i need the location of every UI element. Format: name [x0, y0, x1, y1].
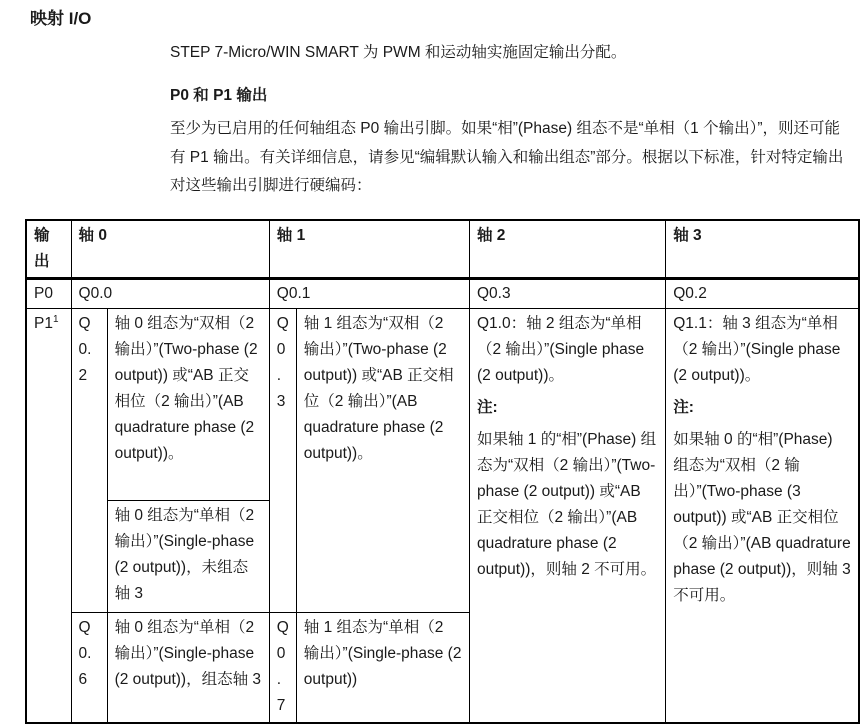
cell-p1-axis1-q1: Q0.3: [269, 308, 296, 612]
cell-p0-axis2: Q0.3: [470, 278, 666, 308]
intro-paragraph: STEP 7-Micro/WIN SMART 为 PWM 和运动轴实施固定输出分配。: [170, 44, 627, 61]
header-cell-axis3: 轴 3: [666, 220, 859, 279]
header-cell-output: 输出: [26, 220, 71, 279]
table-row-p0: [26, 278, 859, 308]
cell-p1-axis1-desc1: 轴 1 组态为“双相（2 输出）”(Two-phase (2 output)) 或“AB 正交相位（2 输出）”(AB quadrature phase (2 output))。: [296, 308, 469, 612]
cell-p0-label: P0: [26, 278, 71, 308]
cell-p0-axis1: Q0.1: [269, 278, 469, 308]
io-mapping-table: [25, 219, 860, 725]
cell-p1-axis1-desc2: 轴 1 组态为“单相（2 输出）”(Single-phase (2 output)): [296, 612, 469, 723]
axis3-note-label: 注:: [673, 398, 694, 416]
cell-p0-axis3: Q0.2: [666, 278, 859, 308]
cell-p1-axis0-q1: Q0.2: [71, 308, 107, 612]
cell-p1-axis1-q2: Q0.7: [269, 612, 296, 723]
page-title: 映射 I/O: [30, 9, 92, 28]
table-header-row: [26, 220, 859, 279]
axis2-note-text: 如果轴 1 的“相”(Phase) 组态为“双相（2 输出）”(Two-phase (2 output)) 或“AB 正交相位（2 输出）”(AB quadrature phase (2 output))，则轴 2 不可用。: [477, 430, 657, 578]
cell-p1-axis0-desc2: 轴 0 组态为“单相（2 输出）”(Single-phase (2 output))，组态轴 3: [107, 612, 269, 723]
cell-p1-axis0-q2: Q0.6: [71, 612, 107, 723]
axis3-intro-text: Q1.1：轴 3 组态为“单相（2 输出）”(Single phase (2 output))。: [673, 314, 841, 384]
description-paragraph: 至少为已启用的任何轴组态 P0 输出引脚。如果“相”(Phase) 组态不是“单相（1 个输出）”，则还可能有 P1 输出。有关详细信息，请参见“编辑默认输入和输出组态”部分。根据以下标准，针对特定输出对这些输出引脚进行硬编码：: [170, 120, 844, 194]
axis2-intro-text: Q1.0：轴 2 组态为“单相（2 输出）”(Single phase (2 output))。: [477, 314, 645, 384]
axis3-note-text: 如果轴 0 的“相”(Phase) 组态为“双相（2 输出）”(Two-phase (3 output)) 或“AB 正交相位（2 输出）”(AB quadrature phase (2 output))，则轴 3 不可用。: [673, 430, 851, 604]
cell-p1-axis3: [666, 308, 859, 723]
table-row-p1-sub1: [26, 308, 859, 500]
header-cell-axis2: 轴 2: [470, 220, 666, 279]
cell-p1-axis0-desc1b: 轴 0 组态为“单相（2 输出）”(Single-phase (2 output))，未组态轴 3: [107, 500, 269, 612]
cell-p1-label: [26, 308, 71, 723]
cell-p1-axis0-desc1a: 轴 0 组态为“双相（2 输出）”(Two-phase (2 output)) 或“AB 正交相位（2 输出）”(AB quadrature phase (2 output))。: [107, 308, 269, 500]
section-subheading: P0 和 P1 输出: [170, 87, 268, 104]
body-content: [170, 42, 848, 201]
cell-p1-axis2: [470, 308, 666, 723]
cell-p0-axis0: Q0.0: [71, 278, 269, 308]
p1-label-text: P1: [34, 314, 53, 332]
p1-footnote-marker: 1: [52, 313, 59, 325]
header-cell-axis1: 轴 1: [269, 220, 469, 279]
header-cell-axis0: 轴 0: [71, 220, 269, 279]
axis2-note-label: 注:: [477, 398, 498, 416]
